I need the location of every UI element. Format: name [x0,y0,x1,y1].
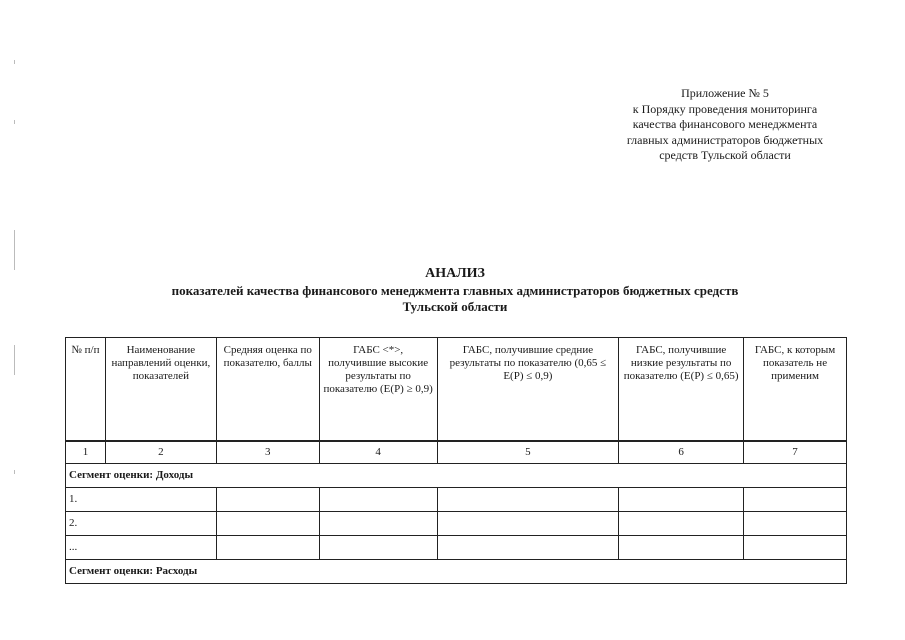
scan-mark [14,345,15,375]
column-number: 6 [619,441,744,464]
column-number: 2 [105,441,216,464]
row-number: 1. [66,488,217,512]
segment-row [66,464,847,488]
table-row [66,536,847,560]
scan-mark [14,120,15,124]
table-row [66,488,847,512]
header-cell: ГАБС, к которым показатель не применим [744,338,847,442]
scan-mark [14,470,15,474]
appendix-line: главных администраторов бюджетных [626,132,824,147]
column-number-row [66,441,847,464]
header-cell: Средняя оценка по показателю, баллы [216,338,319,442]
table-cell [319,536,437,560]
document-title [60,266,850,315]
table-header-row [66,338,847,442]
table-cell [744,512,847,536]
title-line: показателей качества финансового менеджмента главных администраторов бюджетных средств [171,283,739,298]
row-number: 2. [66,512,217,536]
table-cell [619,512,744,536]
table-cell [216,488,319,512]
title-line: Тульской области [402,299,508,314]
table-cell [216,512,319,536]
header-cell: ГАБС, получившие средние результаты по показателю (0,65 ≤ Е(Р) ≤ 0,9) [437,338,619,442]
column-number: 4 [319,441,437,464]
appendix-line: качества финансового менеджмента [632,117,818,131]
appendix-line: средств Тульской области [659,148,791,162]
table-row [66,512,847,536]
header-cell: ГАБС <*>, получившие высокие результаты по показателю (Е(Р) ≥ 0,9) [319,338,437,442]
scan-mark [14,60,15,64]
column-number: 3 [216,441,319,464]
appendix-line: Приложение № 5 [681,86,769,100]
segment-income-label: Сегмент оценки: Доходы [66,464,847,488]
table-cell [319,512,437,536]
table-cell [437,488,619,512]
table-cell [437,536,619,560]
title-main: АНАЛИЗ [425,266,485,281]
table-cell [319,488,437,512]
column-number: 5 [437,441,619,464]
segment-expenses-label: Сегмент оценки: Расходы [66,560,847,584]
table-cell [744,488,847,512]
header-cell: Наименование направлений оценки, показателей [105,338,216,442]
header-cell: № п/п [66,338,106,442]
header-cell: ГАБС, получившие низкие результаты по показателю (Е(Р) ≤ 0,65) [619,338,744,442]
table-cell [619,536,744,560]
appendix-note [590,86,860,164]
table-cell [744,536,847,560]
scan-mark [14,230,15,270]
analysis-table [65,337,847,584]
table-cell [619,488,744,512]
appendix-line: к Порядку проведения мониторинга [632,101,818,116]
column-number: 7 [744,441,847,464]
column-number: 1 [66,441,106,464]
table-cell [216,536,319,560]
segment-row [66,560,847,584]
row-number: ... [66,536,217,560]
table-cell [437,512,619,536]
